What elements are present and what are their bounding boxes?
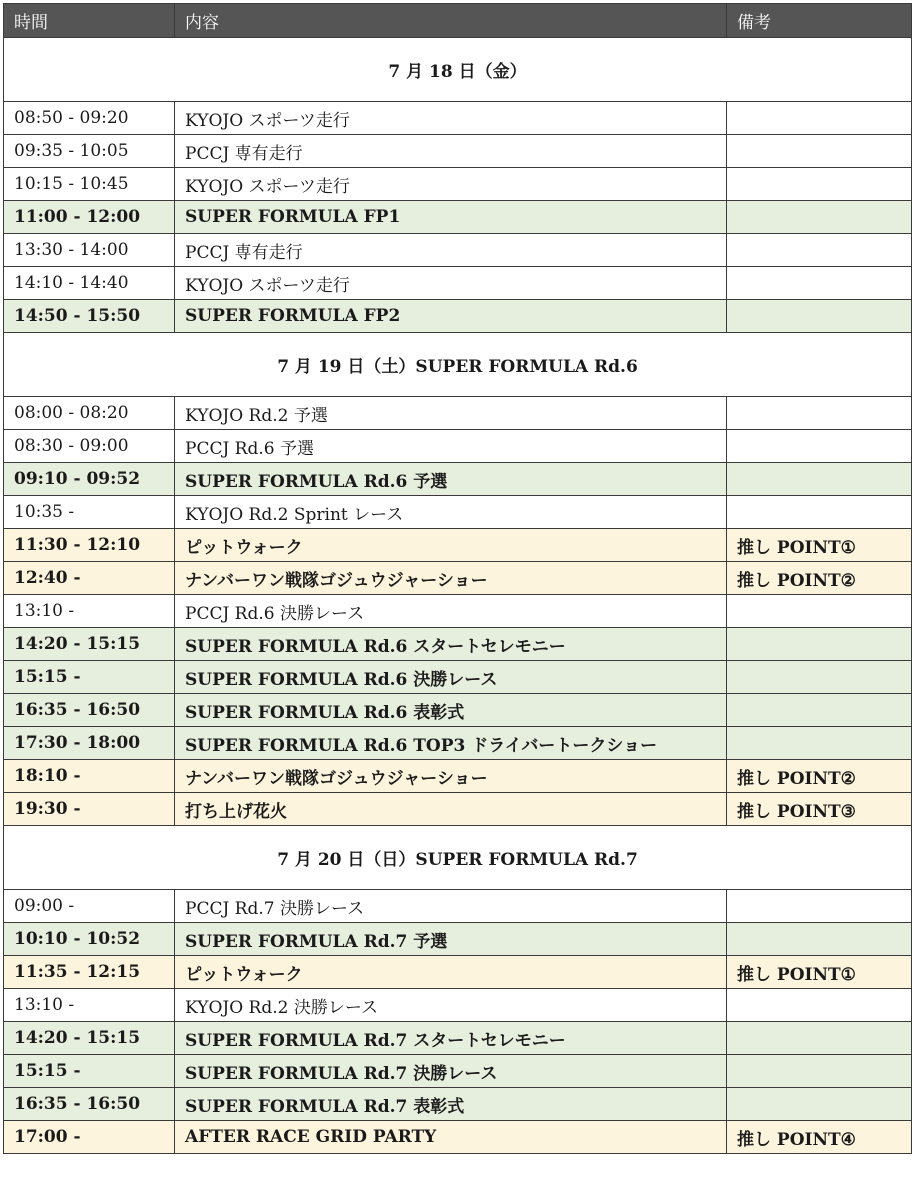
content-cell: SUPER FORMULA Rd.6 スタートセレモニー xyxy=(175,628,727,661)
time-cell: 13:30 - 14:00 xyxy=(4,234,175,267)
note-cell xyxy=(727,661,912,694)
time-cell: 19:30 - xyxy=(4,793,175,826)
note-cell xyxy=(727,135,912,168)
schedule-row xyxy=(4,562,912,595)
note-cell xyxy=(727,234,912,267)
time-cell: 09:35 - 10:05 xyxy=(4,135,175,168)
table-header xyxy=(4,4,912,38)
header-note: 備考 xyxy=(727,4,912,38)
schedule-row xyxy=(4,793,912,826)
content-cell: SUPER FORMULA Rd.7 表彰式 xyxy=(175,1088,727,1121)
date-section-header xyxy=(4,333,912,397)
time-cell: 18:10 - xyxy=(4,760,175,793)
time-cell: 08:00 - 08:20 xyxy=(4,397,175,430)
content-cell: KYOJO Rd.2 決勝レース xyxy=(175,989,727,1022)
note-cell xyxy=(727,923,912,956)
note-cell xyxy=(727,496,912,529)
time-cell: 08:30 - 09:00 xyxy=(4,430,175,463)
time-cell: 10:35 - xyxy=(4,496,175,529)
note-cell xyxy=(727,727,912,760)
schedule-row xyxy=(4,300,912,333)
time-cell: 11:30 - 12:10 xyxy=(4,529,175,562)
note-cell xyxy=(727,989,912,1022)
note-cell: 推し POINT④ xyxy=(727,1121,912,1154)
note-cell xyxy=(727,201,912,234)
time-cell: 15:15 - xyxy=(4,1055,175,1088)
content-cell: AFTER RACE GRID PARTY xyxy=(175,1121,727,1154)
schedule-row xyxy=(4,760,912,793)
content-cell: PCCJ 専有走行 xyxy=(175,135,727,168)
note-cell xyxy=(727,267,912,300)
time-cell: 14:20 - 15:15 xyxy=(4,1022,175,1055)
schedule-row xyxy=(4,234,912,267)
time-cell: 14:20 - 15:15 xyxy=(4,628,175,661)
header-content: 内容 xyxy=(175,4,727,38)
content-cell: SUPER FORMULA Rd.6 表彰式 xyxy=(175,694,727,727)
schedule-row xyxy=(4,956,912,989)
schedule-row xyxy=(4,694,912,727)
time-cell: 17:30 - 18:00 xyxy=(4,727,175,760)
note-cell: 推し POINT② xyxy=(727,562,912,595)
content-cell: KYOJO スポーツ走行 xyxy=(175,168,727,201)
note-cell xyxy=(727,463,912,496)
note-cell xyxy=(727,102,912,135)
content-cell: KYOJO スポーツ走行 xyxy=(175,267,727,300)
time-cell: 09:00 - xyxy=(4,890,175,923)
schedule-row xyxy=(4,727,912,760)
content-cell: ピットウォーク xyxy=(175,529,727,562)
schedule-row xyxy=(4,397,912,430)
note-cell xyxy=(727,430,912,463)
schedule-row xyxy=(4,1055,912,1088)
note-cell xyxy=(727,595,912,628)
note-cell xyxy=(727,168,912,201)
header-time: 時間 xyxy=(4,4,175,38)
schedule-row xyxy=(4,628,912,661)
note-cell xyxy=(727,1022,912,1055)
content-cell: KYOJO Rd.2 予選 xyxy=(175,397,727,430)
note-cell: 推し POINT① xyxy=(727,956,912,989)
schedule-row xyxy=(4,1022,912,1055)
time-cell: 14:50 - 15:50 xyxy=(4,300,175,333)
schedule-table xyxy=(3,3,912,1154)
date-section-title: 7 月 20 日（日）SUPER FORMULA Rd.7 xyxy=(4,826,912,890)
content-cell: 打ち上げ花火 xyxy=(175,793,727,826)
content-cell: SUPER FORMULA Rd.7 スタートセレモニー xyxy=(175,1022,727,1055)
note-cell: 推し POINT① xyxy=(727,529,912,562)
content-cell: ナンバーワン戦隊ゴジュウジャーショー xyxy=(175,562,727,595)
schedule-row xyxy=(4,890,912,923)
schedule-row xyxy=(4,923,912,956)
note-cell xyxy=(727,694,912,727)
schedule-row xyxy=(4,102,912,135)
time-cell: 13:10 - xyxy=(4,989,175,1022)
note-cell xyxy=(727,300,912,333)
schedule-row xyxy=(4,135,912,168)
time-cell: 14:10 - 14:40 xyxy=(4,267,175,300)
schedule-row xyxy=(4,168,912,201)
time-cell: 10:15 - 10:45 xyxy=(4,168,175,201)
table-body xyxy=(4,38,912,1154)
note-cell xyxy=(727,628,912,661)
note-cell: 推し POINT③ xyxy=(727,793,912,826)
content-cell: ナンバーワン戦隊ゴジュウジャーショー xyxy=(175,760,727,793)
schedule-row xyxy=(4,463,912,496)
time-cell: 09:10 - 09:52 xyxy=(4,463,175,496)
content-cell: KYOJO スポーツ走行 xyxy=(175,102,727,135)
time-cell: 13:10 - xyxy=(4,595,175,628)
schedule-row xyxy=(4,661,912,694)
time-cell: 17:00 - xyxy=(4,1121,175,1154)
schedule-row xyxy=(4,989,912,1022)
time-cell: 16:35 - 16:50 xyxy=(4,694,175,727)
schedule-container xyxy=(3,3,911,1154)
note-cell: 推し POINT② xyxy=(727,760,912,793)
time-cell: 11:35 - 12:15 xyxy=(4,956,175,989)
content-cell: SUPER FORMULA Rd.7 予選 xyxy=(175,923,727,956)
schedule-row xyxy=(4,267,912,300)
note-cell xyxy=(727,890,912,923)
time-cell: 15:15 - xyxy=(4,661,175,694)
schedule-row xyxy=(4,201,912,234)
date-section-header xyxy=(4,826,912,890)
content-cell: ピットウォーク xyxy=(175,956,727,989)
content-cell: SUPER FORMULA Rd.7 決勝レース xyxy=(175,1055,727,1088)
time-cell: 16:35 - 16:50 xyxy=(4,1088,175,1121)
note-cell xyxy=(727,1055,912,1088)
schedule-row xyxy=(4,529,912,562)
schedule-row xyxy=(4,496,912,529)
schedule-row xyxy=(4,1088,912,1121)
date-section-header xyxy=(4,38,912,102)
schedule-row xyxy=(4,430,912,463)
date-section-title: 7 月 18 日（金） xyxy=(4,38,912,102)
content-cell: SUPER FORMULA FP1 xyxy=(175,201,727,234)
note-cell xyxy=(727,397,912,430)
content-cell: KYOJO Rd.2 Sprint レース xyxy=(175,496,727,529)
content-cell: PCCJ Rd.6 決勝レース xyxy=(175,595,727,628)
time-cell: 08:50 - 09:20 xyxy=(4,102,175,135)
time-cell: 11:00 - 12:00 xyxy=(4,201,175,234)
time-cell: 12:40 - xyxy=(4,562,175,595)
content-cell: PCCJ Rd.6 予選 xyxy=(175,430,727,463)
note-cell xyxy=(727,1088,912,1121)
content-cell: SUPER FORMULA FP2 xyxy=(175,300,727,333)
content-cell: SUPER FORMULA Rd.6 予選 xyxy=(175,463,727,496)
content-cell: PCCJ Rd.7 決勝レース xyxy=(175,890,727,923)
date-section-title: 7 月 19 日（土）SUPER FORMULA Rd.6 xyxy=(4,333,912,397)
schedule-row xyxy=(4,595,912,628)
content-cell: PCCJ 専有走行 xyxy=(175,234,727,267)
content-cell: SUPER FORMULA Rd.6 TOP3 ドライバートークショー xyxy=(175,727,727,760)
time-cell: 10:10 - 10:52 xyxy=(4,923,175,956)
content-cell: SUPER FORMULA Rd.6 決勝レース xyxy=(175,661,727,694)
schedule-row xyxy=(4,1121,912,1154)
